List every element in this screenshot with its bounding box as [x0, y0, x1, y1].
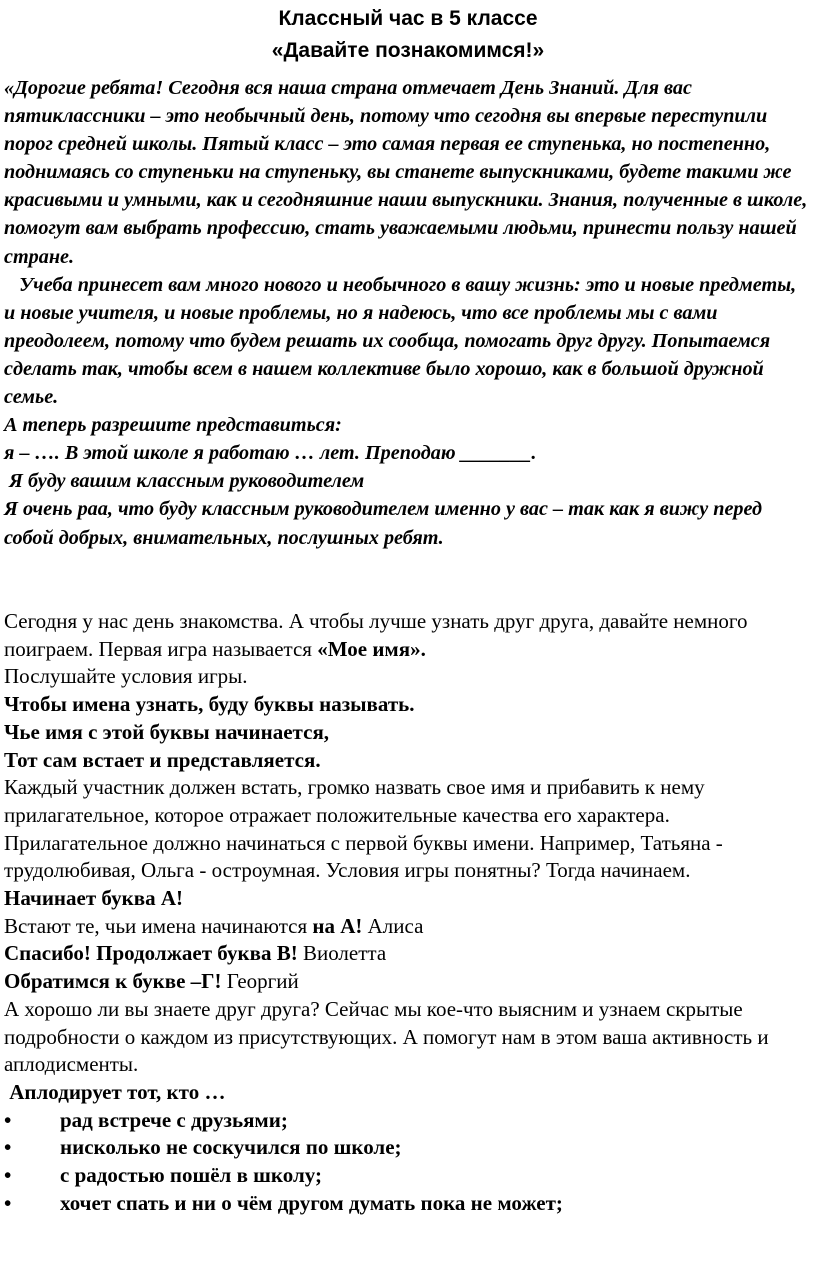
applause-line: Аплодирует тот, кто … [4, 1079, 226, 1104]
intro-line-teacher: я – …. В этой школе я работаю … лет. Преподаю _______. [4, 442, 537, 465]
intro-line-glad: Я очень раа, что буду классным руководителем именно у вас – так как я вижу перед собой добрых, внимательных, послушных ребят. [4, 498, 762, 549]
rhyme-line-2: Чье имя с этой буквы начинается, [4, 719, 330, 744]
intro-paragraph-2: Учеба принесет вам много нового и необычного в вашу жизнь: это и новые предметы, и новые учителя, и новые проблемы, но я надеюсь, что все проблемы мы с вами преодолеем, потому что будем решать их сообща, помогать друг другу. Попытаемся сделать так, чтобы всем в нашем коллективе было хорошо, как в большой дружной семье. [4, 273, 802, 409]
page-title: Классный час в 5 классе [278, 7, 538, 30]
intro-line-class-teacher: Я буду вашим классным руководителем [4, 470, 365, 493]
know-paragraph: А хорошо ли вы знаете друг друга? Сейчас мы кое-что выясним и узнаем скрытые подробности о каждом из присутствующих. А помогут нам в этом ваша активность и аплодисменты. [4, 996, 769, 1077]
game-name: «Мое имя». [317, 636, 426, 661]
letter-v-line [4, 940, 810, 968]
letter-g-line [4, 968, 810, 996]
letter-g: Обратимся к букве –Г! [4, 969, 222, 994]
name-alice: Алиса [362, 913, 424, 938]
list-item [4, 1134, 810, 1162]
applause-list [4, 1107, 810, 1218]
name-georgiy: Георгий [221, 969, 299, 994]
teacher-intro [4, 74, 810, 552]
list-item-text: хочет спать и ни о чём другом думать пока не может; [60, 1190, 563, 1215]
letter-a-line: Начинает буква А! [4, 886, 183, 911]
list-item-text: нисколько не соскучился по школе; [60, 1135, 402, 1160]
stand-line [4, 913, 810, 941]
list-item-text: рад встрече с друзьями; [60, 1107, 288, 1132]
bullet-icon: • [4, 1163, 12, 1188]
stand-bold: на А! [312, 913, 363, 938]
name-violetta: Виолетта [297, 941, 387, 966]
acquaint-paragraph [4, 608, 810, 663]
acquaint-text: Сегодня у нас день знакомства. А чтобы лучше узнать друг друга, давайте немного поиграем. Первая игра называется [4, 609, 748, 661]
rules-paragraph: Каждый участник должен встать, громко назвать свое имя и прибавить к нему прилагательное, которое отражает положительные качества его характера. Прилагательное должно начинаться с первой буквы имени. Например, Татьяна - трудолюбивая, Ольга - остроумная. Условия игры понятны? Тогда начинаем. [4, 775, 723, 883]
rhyme-line-3: Тот сам встает и представляется. [4, 747, 321, 772]
list-item-text: с радостью пошёл в школу; [60, 1163, 322, 1188]
letter-v: Спасибо! Продолжает буква В! [4, 941, 298, 966]
list-item [4, 1162, 810, 1190]
bullet-icon: • [4, 1135, 12, 1160]
page-subtitle: «Давайте познакомимся!» [271, 39, 545, 62]
listen-line: Послушайте условия игры. [4, 664, 248, 689]
stand-text: Встают те, чьи имена начинаются [4, 913, 313, 938]
intro-line-present: А теперь разрешите представиться: [4, 414, 342, 437]
rhyme-line-1: Чтобы имена узнать, буду буквы называть. [4, 692, 415, 717]
intro-paragraph-1: «Дорогие ребята! Сегодня вся наша страна отмечает День Знаний. Для вас пятиклассники – это необычный день, потому что сегодня вы впервые переступили порог средней школы. Пятый класс – это самая первая ее ступенька, но постепенно, поднимаясь со ступеньки на ступеньку, вы станете выпускниками, будете такими же красивыми и умными, как и сегодняшние наши выпускники. Знания, полученные в школе, помогут вам выбрать профессию, стать уважаемыми людьми, принести пользу нашей стране. [4, 77, 808, 268]
bullet-icon: • [4, 1107, 12, 1132]
game-section [4, 608, 810, 1217]
list-item [4, 1107, 810, 1135]
list-item [4, 1190, 810, 1218]
bullet-icon: • [4, 1190, 12, 1215]
